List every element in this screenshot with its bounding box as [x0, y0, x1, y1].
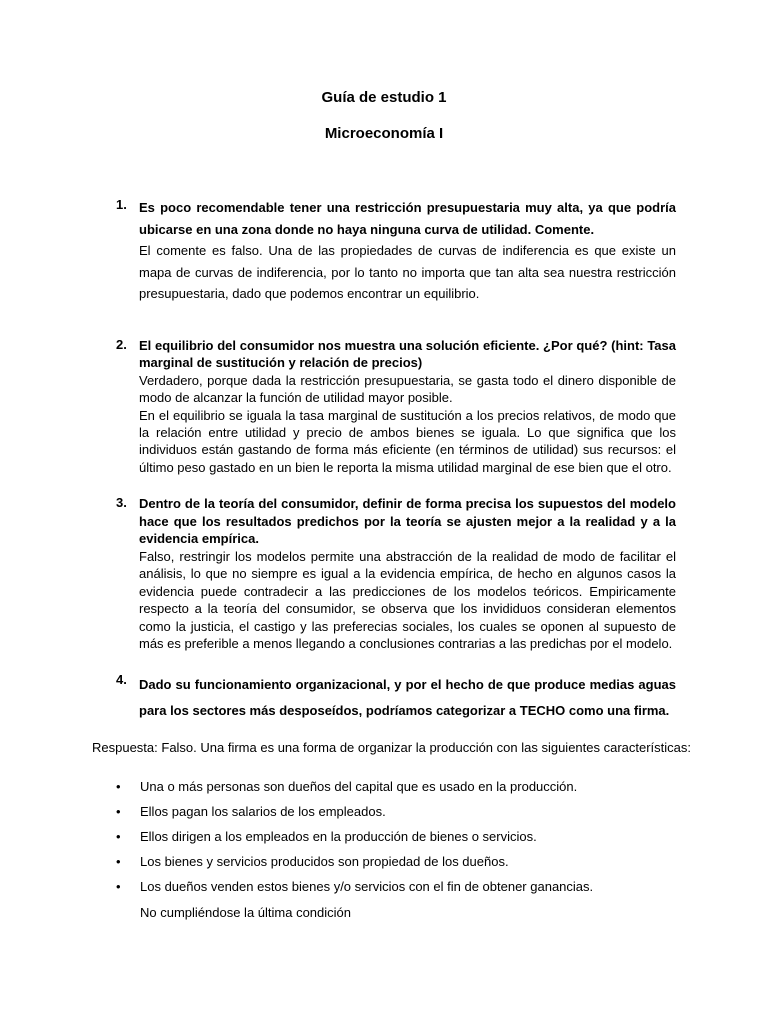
bullet-icon: •	[116, 779, 121, 794]
question-number: 3.	[116, 495, 127, 510]
list-item	[116, 828, 696, 853]
list-item-text: Ellos dirigen a los empleados en la producción de bienes o servicios.	[140, 829, 537, 844]
list-item-text: Ellos pagan los salarios de los empleados.	[140, 804, 386, 819]
answer-paragraph: El comente es falso. Una de las propiedades de curvas de indiferencia es que existe un mapa de curvas de indiferencia, por lo tanto no importa que tan alta sea nuestra restricción presupuestaria, dado que podemos encontrar un equilibrio.	[139, 243, 676, 301]
list-item	[116, 878, 696, 903]
question-1	[116, 197, 676, 305]
question-3	[116, 495, 676, 653]
question-number: 1.	[116, 197, 127, 212]
document-subtitle: Microeconomía I	[324, 125, 444, 142]
list-item-text: Una o más personas son dueños del capital que es usado en la producción.	[140, 779, 578, 794]
question-4	[116, 672, 676, 724]
bullet-icon: •	[116, 829, 121, 844]
response-text: Respuesta: Falso. Una firma es una forma de organizar la producción con las siguientes características:	[92, 740, 692, 755]
question-text: Dado su funcionamiento organizacional, y por el hecho de que produce medias aguas para los sectores más desposeídos, podríamos categorizar a TECHO como una firma.	[139, 677, 676, 718]
document-title: Guía de estudio 1	[321, 89, 447, 106]
list-item	[116, 778, 696, 803]
bullet-icon: •	[116, 804, 121, 819]
list-item-text: Los bienes y servicios producidos son propiedad de los dueños.	[140, 854, 509, 869]
list-item-text: Los dueños venden estos bienes y/o servicios con el fin de obtener ganancias.	[140, 879, 594, 894]
answer-paragraph: Verdadero, porque dada la restricción presupuestaria, se gasta todo el dinero disponible de modo de alcanzar la función de utilidad mayor posible.	[139, 372, 676, 406]
bullet-icon: •	[116, 854, 121, 869]
answer-paragraph: En el equilibrio se iguala la tasa marginal de sustitución a los precios relativos, de modo que la relación entre utilidad y precio de ambos bienes se iguala. Lo que significa que los individuos están gastando de forma más eficiente (en términos de utilidad) sus recursos: el último peso gastado en un bien le reporta la misma utilidad marginal de ese bien que el otro.	[139, 407, 676, 475]
question-number: 2.	[116, 337, 127, 352]
question-text: Dentro de la teoría del consumidor, definir de forma precisa los supuestos del modelo hace que los resultados predichos por la teoría se ajusten mejor a la realidad y a la evidencia empírica.	[139, 496, 676, 546]
question-text: El equilibrio del consumidor nos muestra una solución eficiente. ¿Por qué? (hint: Tasa marginal de sustitución y relación de precios)	[139, 338, 676, 371]
question-2	[116, 337, 676, 476]
bullet-icon: •	[116, 879, 121, 894]
list-item	[116, 803, 696, 828]
question-text: Es poco recomendable tener una restricción presupuestaria muy alta, ya que podría ubicarse en una zona donde no haya ninguna curva de utilidad. Comente.	[139, 200, 676, 237]
list-item	[116, 853, 696, 878]
closing-note: No cumpliéndose la última condición	[140, 905, 352, 920]
characteristics-list	[116, 778, 696, 903]
question-number: 4.	[116, 672, 127, 687]
answer-paragraph: Falso, restringir los modelos permite una abstracción de la realidad de modo de facilitar el análisis, lo que no siempre es igual a la evidencia empírica, de hecho en algunos casos la evidencia puede contradecir a las predicciones de los modelos teóricos. Empiricamente respecto a la teoría del consumidor, se observa que los invididuos consideran elementos como la justicia, el castigo y las preferecias sociales, los cuales se oponen al supuesto de más es preferible a menos llegando a conclusiones contrarias a las predichas por el modelo.	[139, 548, 676, 651]
